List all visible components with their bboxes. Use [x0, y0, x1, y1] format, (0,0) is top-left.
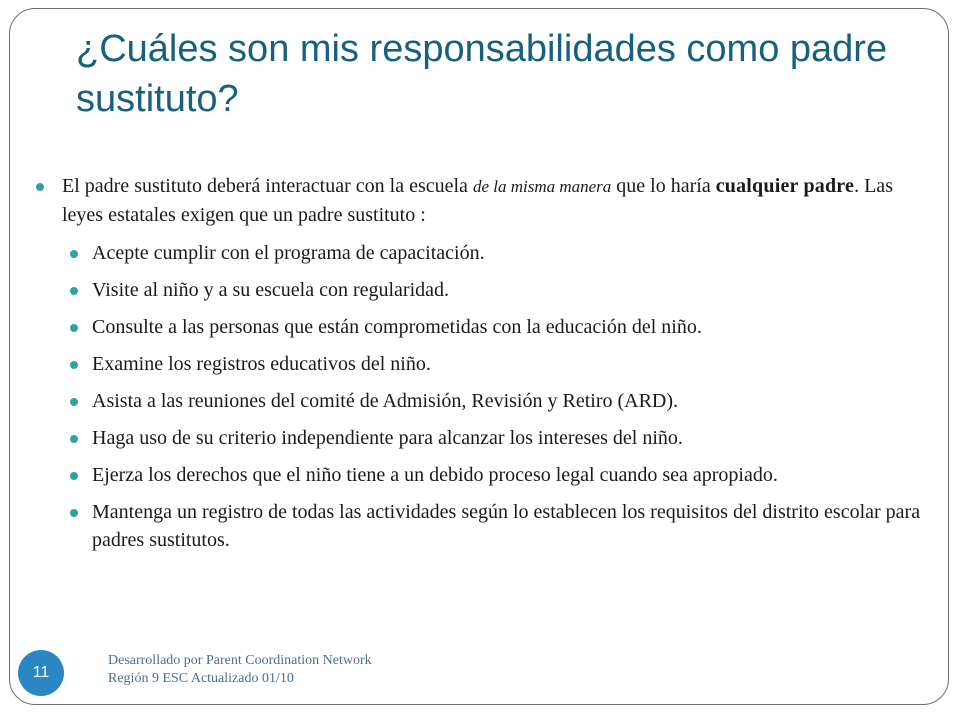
list-item: Haga uso de su criterio independiente para alcanzar los intereses del niño. — [36, 424, 926, 452]
page-number: 11 — [32, 664, 50, 681]
slide-title: ¿Cuáles son mis responsabilidades como padre sustituto? — [76, 28, 888, 120]
list-item: Ejerza los derechos que el niño tiene a un debido proceso legal cuando sea apropiado. — [36, 461, 926, 489]
footer-line-1: Desarrollado por Parent Coordination Network — [108, 653, 372, 668]
list-item: Examine los registros educativos del niño. — [36, 350, 926, 378]
intro-text-3: . Las leyes estatales exigen que un padre sustituto : — [62, 175, 893, 226]
intro-italic: de la misma manera — [472, 177, 612, 196]
slide-content — [36, 172, 926, 563]
list-item: Asista a las reuniones del comité de Admisión, Revisión y Retiro (ARD). — [36, 387, 926, 415]
intro-text-1: El padre sustituto deberá interactuar con la escuela — [62, 175, 473, 197]
footer — [108, 652, 372, 688]
intro-paragraph — [36, 172, 926, 229]
list-item: Visite al niño y a su escuela con regularidad. — [36, 276, 926, 304]
list-item: Consulte a las personas que están comprometidas con la educación del niño. — [36, 313, 926, 341]
list-item: Acepte cumplir con el programa de capacitación. — [36, 239, 926, 267]
footer-line-2: Región 9 ESC Actualizado 01/10 — [108, 671, 294, 686]
page-number-badge — [18, 650, 64, 696]
intro-bold: cualquier padre — [715, 175, 855, 197]
list-item: Mantenga un registro de todas las actividades según lo establecen los requisitos del distrito escolar para padres sustitutos. — [36, 498, 926, 554]
intro-text-2: que lo haría — [611, 175, 716, 197]
